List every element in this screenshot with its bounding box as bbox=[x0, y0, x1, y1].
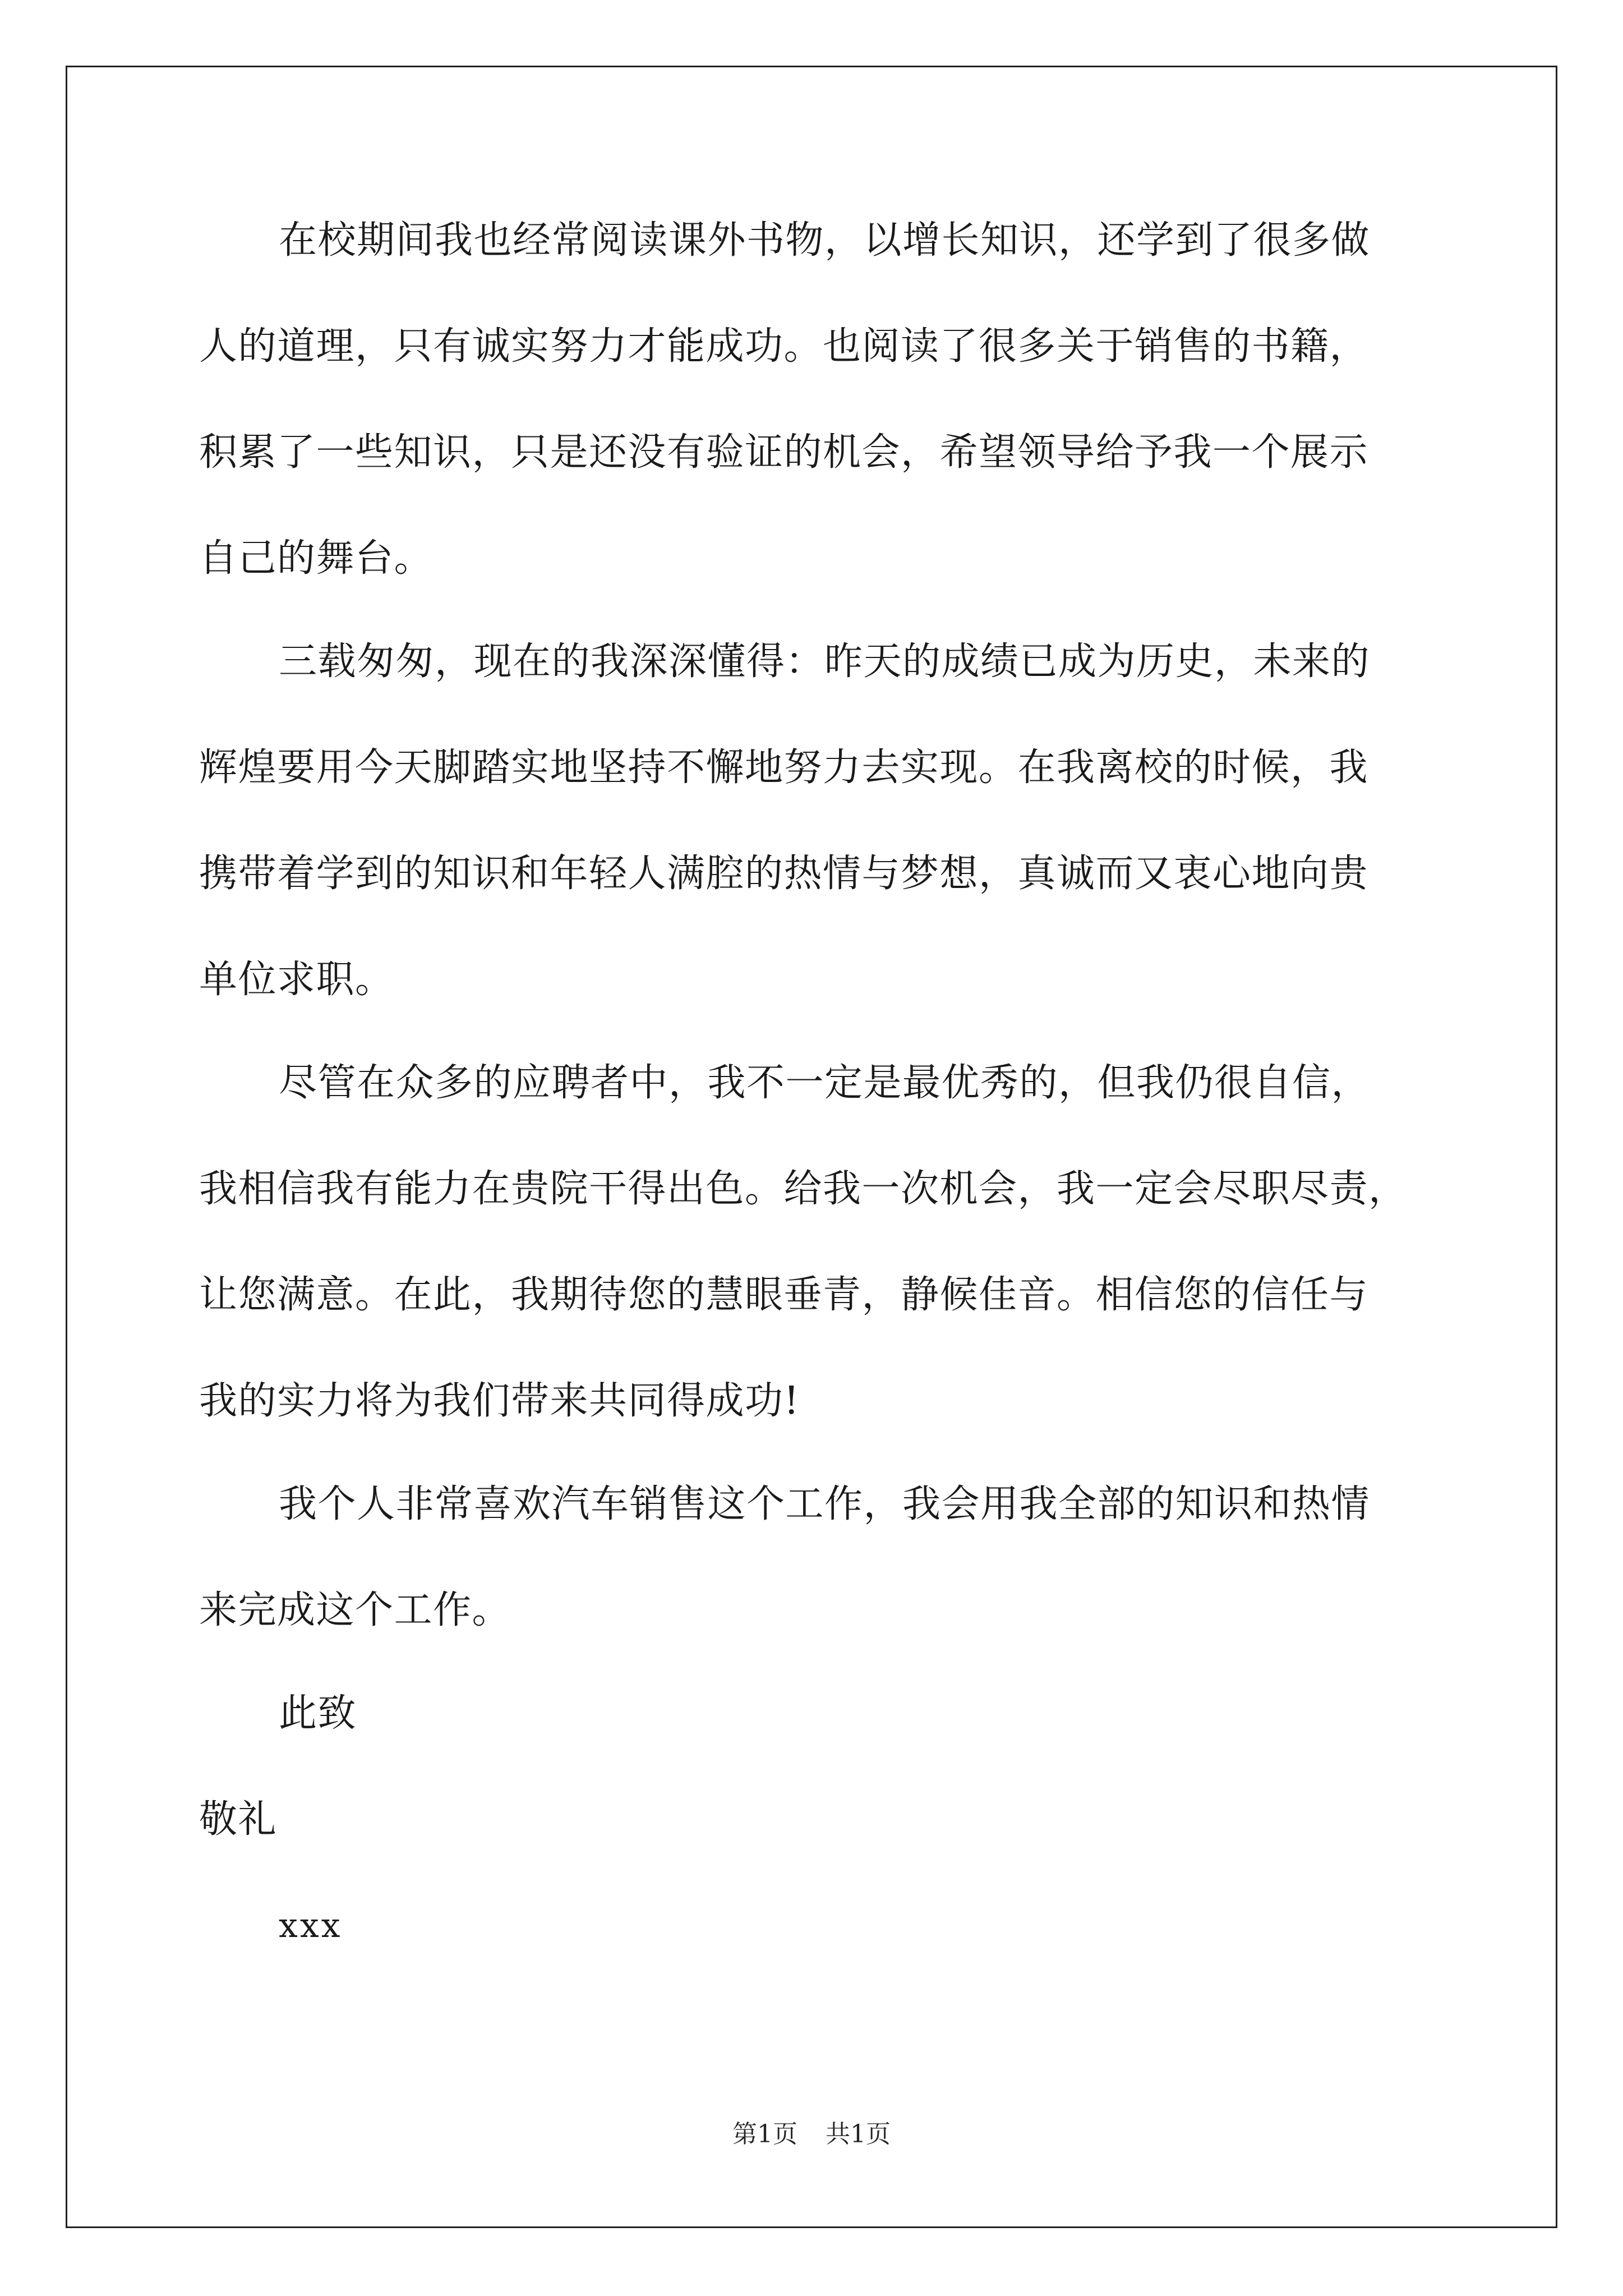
paragraph-3-line-3: 让您满意。在此，我期待您的慧眼垂青，静候佳音。相信您的信任与 bbox=[199, 1273, 1369, 1317]
paragraph-1-line-4: 自己的舞台。 bbox=[199, 536, 434, 581]
page-number-current: 第1页 bbox=[732, 2120, 797, 2148]
paragraph-3-line-4: 我的实力将为我们带来共同得成功! bbox=[199, 1379, 800, 1423]
paragraph-1-line-3: 积累了一些知识，只是还没有验证的机会，希望领导给予我一个展示 bbox=[199, 430, 1369, 475]
paragraph-4-line-1: 我个人非常喜欢汽车销售这个工作，我会用我全部的知识和热情 bbox=[279, 1482, 1371, 1526]
page-number-total: 共1页 bbox=[826, 2120, 891, 2148]
paragraph-2-line-3: 携带着学到的知识和年轻人满腔的热情与梦想，真诚而又衷心地向贵 bbox=[199, 852, 1369, 896]
page-footer bbox=[0, 2120, 1623, 2148]
paragraph-2-line-1: 三载匆匆，现在的我深深懂得：昨天的成绩已成为历史，未来的 bbox=[279, 639, 1371, 684]
paragraph-4-line-2: 来完成这个工作。 bbox=[199, 1588, 511, 1632]
paragraph-1-line-1: 在校期间我也经常阅读课外书物，以增长知识，还学到了很多做 bbox=[279, 218, 1371, 263]
salutation: 敬礼 bbox=[199, 1797, 278, 1842]
paragraph-2-line-2: 辉煌要用今天脚踏实地坚持不懈地努力去实现。在我离校的时候，我 bbox=[199, 746, 1369, 790]
paragraph-2-line-4: 单位求职。 bbox=[199, 958, 394, 1002]
paragraph-3-line-1: 尽管在众多的应聘者中，我不一定是最优秀的，但我仍很自信， bbox=[279, 1061, 1371, 1105]
closing: 此致 bbox=[279, 1691, 357, 1736]
signature: xxx bbox=[279, 1906, 343, 1945]
paragraph-1-line-2: 人的道理，只有诚实努力才能成功。也阅读了很多关于销售的书籍， bbox=[199, 324, 1369, 369]
paragraph-3-line-2: 我相信我有能力在贵院干得出色。给我一次机会，我一定会尽职尽责， bbox=[199, 1167, 1408, 1211]
letter-body bbox=[199, 218, 1447, 2013]
